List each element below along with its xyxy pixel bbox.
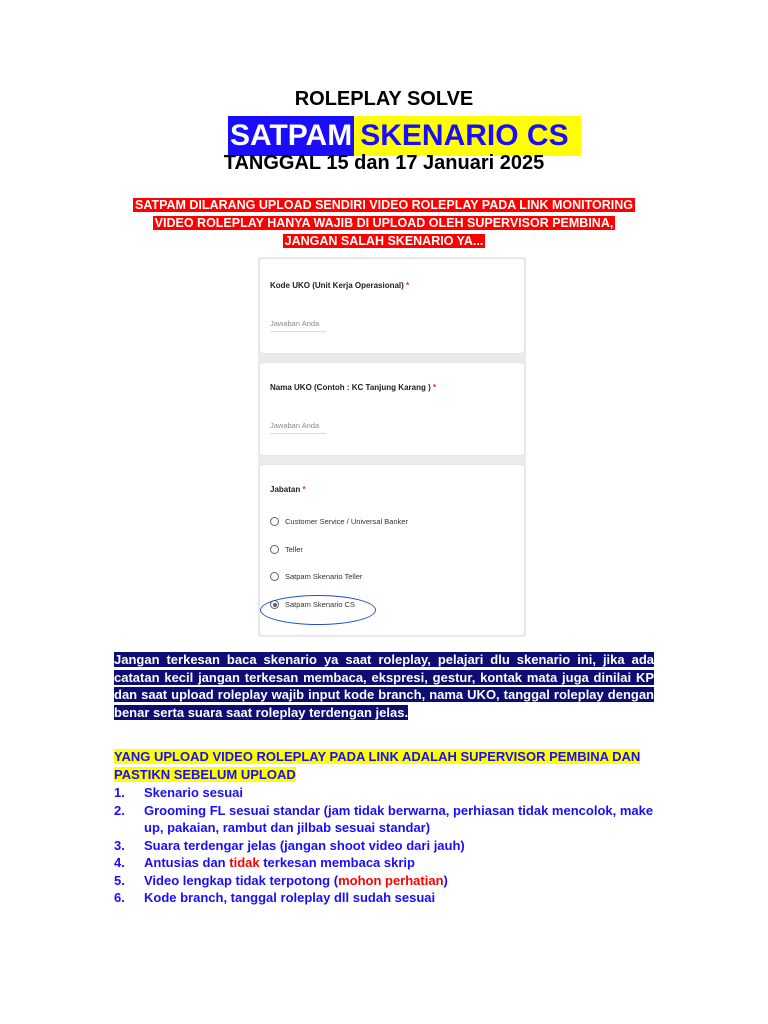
roleplay-note: Jangan terkesan baca skenario ya saat roleplay, pelajari dlu skenario ini, jika ada catatan kecil jangan terkesan membaca, ekspresi, gestur, kontak mata juga dinilai KP dan saat upload roleplay wajib input kode branch, nama UKO, tanggal roleplay dengan benar serta suara saat roleplay terdengan jelas. [114, 652, 654, 720]
form-screenshot [258, 257, 526, 637]
warning-notice [100, 196, 668, 250]
jabatan-label: Jabatan * [270, 485, 306, 494]
banner-satpam: SATPAM [228, 116, 354, 156]
list-item: 1. Skenario sesuai [114, 785, 243, 800]
kode-uko-card [260, 259, 524, 353]
roleplay-date: TANGGAL 15 dan 17 Januari 2025 [223, 152, 545, 174]
highlight-ellipse [260, 595, 376, 625]
warning-line: JANGAN SALAH SKENARIO YA... [284, 234, 484, 248]
warning-line: VIDEO ROLEPLAY HANYA WAJIB DI UPLOAD OLEH SUPERVISOR PEMBINA, [154, 216, 614, 230]
radio-button[interactable] [270, 572, 279, 581]
nama-uko-input[interactable]: Jawaban Anda [270, 421, 320, 430]
radio-button[interactable] [270, 545, 279, 554]
list-item: 3. Suara terdengar jelas (jangan shoot video dari jauh) [114, 837, 465, 853]
checklist [114, 784, 654, 907]
list-item: 2. Grooming FL sesuai standar (jam tidak berwarna, perhiasan tidak mencolok, make up, pakaian, rambut dan jilbab sesuai standar) [114, 802, 654, 835]
nama-uko-label: Nama UKO (Contoh : KC Tanjung Karang ) * [270, 383, 437, 392]
warning-line: SATPAM DILARANG UPLOAD SENDIRI VIDEO ROLEPLAY PADA LINK MONITORING [135, 198, 633, 212]
emphasis-text: tidak [229, 855, 260, 870]
kode-uko-label: Kode UKO (Unit Kerja Operasional) * [270, 281, 410, 290]
jabatan-card [260, 465, 524, 635]
list-item: 5. Video lengkap tidak terpotong (mohon perhatian) [114, 872, 448, 888]
radio-option-satpam-teller[interactable]: Satpam Skenario Teller [270, 572, 362, 581]
kode-uko-input[interactable]: Jawaban Anda [270, 319, 320, 328]
radio-option-satpam-cs[interactable]: Satpam Skenario CS [270, 600, 355, 609]
input-underline [270, 433, 326, 434]
list-item: 6. Kode branch, tanggal roleplay dll sudah sesuai [114, 890, 436, 905]
scenario-banner [228, 116, 581, 156]
radio-option-customer-service[interactable]: Customer Service / Universal Banker [270, 517, 408, 526]
required-marker: * [302, 485, 306, 494]
required-marker: * [406, 281, 410, 290]
upload-heading: YANG UPLOAD VIDEO ROLEPLAY PADA LINK ADALAH SUPERVISOR PEMBINA DAN PASTIKN SEBELUM UPLOAD [114, 749, 641, 782]
radio-button[interactable] [270, 517, 279, 526]
list-item: 4. Antusias dan tidak terkesan membaca skrip [114, 855, 415, 870]
nama-uko-card [260, 363, 524, 455]
banner-skenario-cs: SKENARIO CS [354, 116, 580, 156]
input-underline [270, 331, 326, 332]
radio-option-teller[interactable]: Teller [270, 545, 303, 554]
required-marker: * [432, 383, 437, 392]
emphasis-text: mohon perhatian [338, 872, 444, 888]
document-title: ROLEPLAY SOLVE [294, 88, 474, 110]
